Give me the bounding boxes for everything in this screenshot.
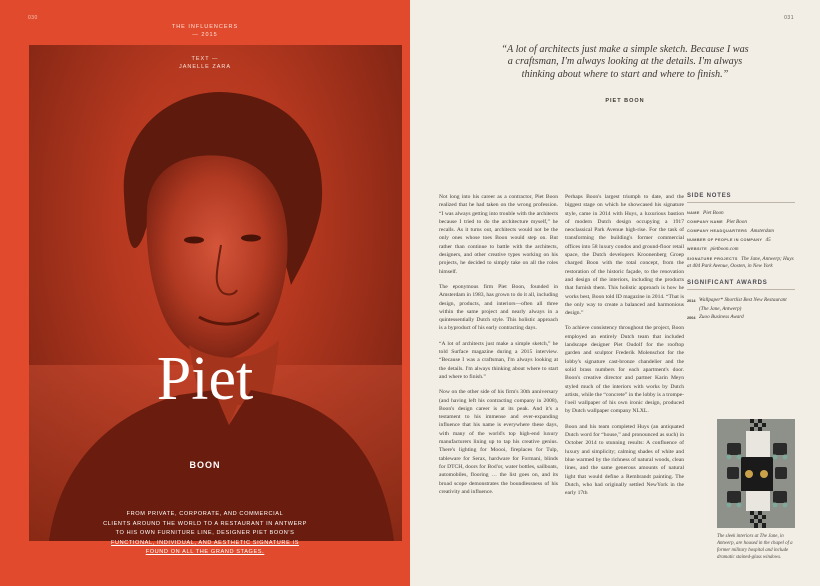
- paragraph: Perhaps Boon's largest triumph to date, and the biggest stage on which he showcased his signature style, came in 2014 with Huys, a luxurious bastion of modern Dutch design occupying a 1917 neoclassical Park Avenue high-rise. For the task of transforming the building's former commercial offices into 58 luxury condos and ground-floor retail space, the Dutch developers Kroonenberg Groep charged Boon with the total concept, from the restoration of the historic façade, to the renovation and design of the interiors, including the products that furnish them. This holistic approach is how he works best, Boon told ID magazine in 2014. “That is the only way to create a balanced and harmonious design.”: [565, 194, 684, 317]
- award-year: 2004: [687, 316, 696, 320]
- credit-author: JANELLE ZARA: [178, 64, 232, 70]
- credit-label: TEXT —: [191, 56, 219, 62]
- note-value: Piet Boon: [703, 210, 724, 216]
- note-label: WEBSITE: [687, 247, 708, 251]
- paragraph: Now on the other side of his firm's 30th anniversary (and having left his contracting company in 2008), Boon's design career is at its peak. And it's a testament to his immense and ever-expanding influence that his name is everywhere these days, with many of the world's top high-end luxury manufacturers lining up to tap his creative genius. There's lighting for Moooi, fireplaces for Tulp, tableware for Serax, hardware for Formani, blinds for DTCH, doors for Bod'or, water bottles, sailboats, automobiles, flooring … the list goes on, and its broad scope demonstrates the boundlessness of his creativity and influence.: [439, 389, 558, 495]
- note-value: pietboon.com: [710, 246, 739, 252]
- interior-illustration: [717, 419, 795, 528]
- side-notes: [687, 193, 795, 323]
- note-row: [687, 209, 795, 218]
- paragraph: “A lot of architects just make a simple sketch,” he told Surface magazine during a 2015 interview. “Because I was a craftsman, I'm always looking at the details. I'm always thinking about where to start and where to finish.”: [439, 340, 558, 380]
- author-credit: [0, 55, 410, 71]
- right-page: [410, 0, 820, 586]
- note-row: [687, 245, 795, 254]
- pull-quote: “A lot of architects just make a simple sketch. Because I was a craftsman, I'm always looking at the details. I'm always thinking about where to start and where to finish.”: [501, 44, 749, 80]
- photo-caption: The sleek interiors at The Jane, in Antwerp, are housed in the chapel of a former military hospital and include dramatic stained-glass windows.: [717, 534, 793, 560]
- intro-line: FOUND ON ALL THE GRAND STAGES.: [145, 549, 265, 556]
- note-value: Piet Boon: [726, 219, 747, 225]
- note-row: [687, 227, 795, 236]
- cover-last-name: BOON: [189, 460, 221, 470]
- note-row: [687, 256, 795, 270]
- award-row: [687, 296, 795, 313]
- note-value: 45: [765, 237, 771, 243]
- paragraph: To achieve consistency throughout the project, Boon employed an entirely Dutch team that included landscape designer Piet Oudolf for the rooftop garden and sculptor Frederik Molenschot for the lobby's signature cast-bronze chandelier and the solid brass numbers for each apartment's door. Boon's creative director and partner Karin Meyn styled much of the interiors with works by Dutch artists, while the “concrete” in the lobby is a trompe-l'oeil wallpaper of his own ironic design, produced by Dutch wallpaper company NLXL.: [565, 325, 684, 415]
- body-column-2: [565, 193, 684, 504]
- note-row: [687, 218, 795, 227]
- side-notes-title: SIDE NOTES: [687, 193, 795, 203]
- spacer: [687, 270, 795, 280]
- note-label: COMPANY HEADQUARTERS: [687, 229, 748, 233]
- pull-quote-attribution: PIET BOON: [605, 98, 645, 104]
- award-text: Zuoo Business Award: [699, 314, 744, 320]
- page-number-right: 031: [784, 15, 794, 21]
- award-year: 2014: [687, 299, 696, 303]
- note-row: [687, 236, 795, 245]
- cover-intro: [90, 510, 320, 558]
- note-label: NAME: [687, 211, 700, 215]
- paragraph: Not long into his career as a contractor, Piet Boon realized that he had taken on the wrong profession. “I was always getting into trouble with the architects because I tried to do the architecture myself,” he recalls. As it turns out, architects would not be the only ones whose toes Boon would step on. But rather than continue to battle with the architects, designers, and other creative types working on his projects, he decided to simply take on all the roles himself.: [439, 194, 558, 275]
- paragraph: Boon and his team completed Huys (an antiquated Dutch word for “house,” and pronounced as such) in October 2014 to stunning results: A confluence of luxury and simplicity; calming shades of white and blue warmed by the richness of natural woods, clean lines, and the same generous amounts of natural light that would define a Rembrandt painting. The Dutch, who had originally settled NewYork in the early 17th: [565, 423, 684, 497]
- award-text: Wallpaper* Shortlist Best New Restaurant (The Jane, Antwerp): [699, 297, 787, 312]
- note-label: COMPANY NAME: [687, 220, 724, 224]
- page-number-left: 030: [28, 15, 38, 21]
- body-column-1: [439, 193, 558, 503]
- interior-photo: [717, 419, 795, 528]
- kicker-line-2: — 2015: [192, 32, 218, 38]
- kicker-line-1: THE INFLUENCERS: [171, 24, 239, 30]
- awards-title: SIGNIFICANT AWARDS: [687, 280, 795, 290]
- intro-line: CLIENTS AROUND THE WORLD TO A RESTAURANT IN ANTWERP: [103, 520, 307, 527]
- section-kicker: [0, 23, 410, 39]
- note-value: Amsterdam: [750, 228, 774, 234]
- note-label: SIGNATURE PROJECTS: [687, 257, 738, 261]
- note-value: The Jane, Antwerp; Huys at 404 Park Avenue, Oosten, in New York: [687, 256, 794, 269]
- intro-line: TO HIS OWN FURNITURE LINE, DESIGNER PIET BOON'S: [115, 530, 295, 537]
- note-label: NUMBER OF PEOPLE IN COMPANY: [687, 238, 763, 242]
- cover-first-name: Piet: [156, 345, 254, 413]
- award-row: [687, 313, 795, 323]
- paragraph: The eponymous firm Piet Boon, founded in Amsterdam in 1983, has grown to do it all, including design, products, and interiors—often all three within the same project and nearly always in a quintessentially Dutch style. This holistic approach is a byproduct of his early contracting days.: [439, 283, 558, 332]
- intro-line: FUNCTIONAL, INDIVIDUAL, AND AESTHETIC SIGNATURE IS: [110, 539, 300, 546]
- intro-line: FROM PRIVATE, CORPORATE, AND COMMERCIAL: [126, 511, 284, 517]
